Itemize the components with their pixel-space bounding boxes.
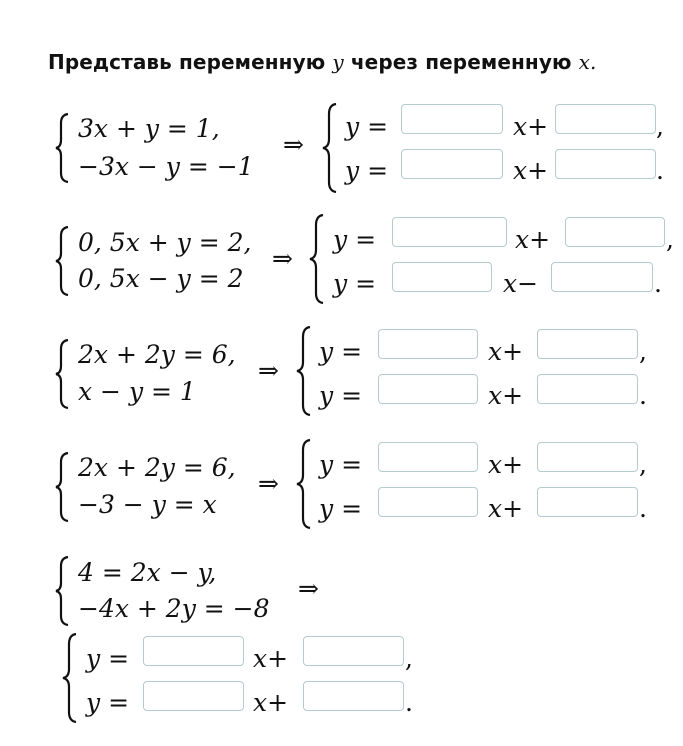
- system-3-row-2-constant-input[interactable]: [537, 374, 638, 404]
- system-4-row-1-constant-input[interactable]: [537, 442, 638, 472]
- left-brace-icon: [61, 632, 79, 724]
- system-3-row-1-comma: ,: [639, 337, 647, 366]
- implies-icon: ⇒: [272, 244, 293, 273]
- system-2-row-2-constant-input[interactable]: [551, 262, 653, 292]
- system-3-row-2-coefficient-input[interactable]: [378, 374, 478, 404]
- left-brace-icon: [54, 112, 70, 184]
- system-1-row-2-operator: x+: [513, 156, 549, 185]
- system-5-row-1-coefficient-input[interactable]: [143, 636, 244, 666]
- implies-icon: ⇒: [258, 356, 279, 385]
- system-2-equation-1: 0, 5x + y = 2,: [78, 228, 252, 257]
- system-5-row-2-period: .: [405, 688, 413, 717]
- title-var-x: x.: [578, 50, 597, 74]
- system-1-row-2-lhs: y =: [345, 156, 389, 185]
- system-2-row-2-coefficient-input[interactable]: [392, 262, 492, 292]
- left-brace-icon: [295, 438, 313, 530]
- left-brace-icon: [321, 102, 339, 194]
- system-1-row-1-lhs: y =: [345, 112, 389, 141]
- system-2-row-1-comma: ,: [666, 225, 674, 254]
- system-5-row-1-comma: ,: [405, 644, 413, 673]
- system-4-row-2-constant-input[interactable]: [537, 487, 638, 517]
- system-5-equation-1: 4 = 2x − y,: [78, 558, 217, 587]
- system-2-row-2-operator: x−: [503, 269, 539, 298]
- system-4-row-1-lhs: y =: [319, 450, 363, 479]
- system-3-row-2-lhs: y =: [319, 381, 363, 410]
- system-3-equation-1: 2x + 2y = 6,: [78, 340, 236, 369]
- system-2-row-1-operator: x+: [515, 225, 551, 254]
- left-brace-icon: [54, 451, 70, 523]
- system-3-row-2-period: .: [639, 381, 647, 410]
- system-1-row-2-constant-input[interactable]: [555, 149, 656, 179]
- left-brace-icon: [54, 225, 70, 297]
- system-2-row-1-constant-input[interactable]: [565, 217, 665, 247]
- system-4-row-2-period: .: [639, 494, 647, 523]
- system-1-equation-2: −3x − y = −1: [78, 152, 254, 181]
- implies-icon: ⇒: [283, 130, 304, 159]
- left-brace-icon: [295, 325, 313, 417]
- system-5-equation-2: −4x + 2y = −8: [78, 594, 270, 623]
- system-1-row-1-coefficient-input[interactable]: [401, 104, 503, 134]
- system-5-row-2-operator: x+: [253, 688, 289, 717]
- system-1-row-1-comma: ,: [656, 112, 664, 141]
- system-4-equation-2: −3 − y = x: [78, 490, 217, 519]
- system-4-row-1-coefficient-input[interactable]: [378, 442, 478, 472]
- implies-icon: ⇒: [258, 469, 279, 498]
- system-4-row-2-operator: x+: [488, 494, 524, 523]
- implies-icon: ⇒: [298, 574, 319, 603]
- system-2-row-2-lhs: y =: [333, 269, 377, 298]
- system-3-row-2-operator: x+: [488, 381, 524, 410]
- system-4-equation-1: 2x + 2y = 6,: [78, 453, 236, 482]
- title-middle: через переменную: [350, 50, 572, 74]
- system-2-row-1-coefficient-input[interactable]: [392, 217, 507, 247]
- left-brace-icon: [308, 213, 326, 305]
- system-2-row-2-period: .: [654, 269, 662, 298]
- system-1-row-2-period: .: [656, 156, 664, 185]
- system-1-row-1-operator: x+: [513, 112, 549, 141]
- system-3-row-1-lhs: y =: [319, 337, 363, 366]
- system-4-row-1-comma: ,: [639, 450, 647, 479]
- system-5-row-2-constant-input[interactable]: [303, 681, 404, 711]
- system-1-row-1-constant-input[interactable]: [555, 104, 656, 134]
- system-4-row-1-operator: x+: [488, 450, 524, 479]
- left-brace-icon: [54, 555, 70, 627]
- system-3-row-1-operator: x+: [488, 337, 524, 366]
- system-3-equation-2: x − y = 1: [78, 377, 196, 406]
- system-2-row-1-lhs: y =: [333, 225, 377, 254]
- system-2-equation-2: 0, 5x − y = 2: [78, 264, 244, 293]
- system-3-row-1-constant-input[interactable]: [537, 329, 638, 359]
- title-prefix: Представь переменную: [48, 50, 326, 74]
- system-5-row-2-coefficient-input[interactable]: [143, 681, 244, 711]
- title-var-y: y: [332, 50, 344, 74]
- system-1-equation-1: 3x + y = 1,: [78, 114, 220, 143]
- system-5-row-2-lhs: y =: [86, 688, 130, 717]
- task-title: [48, 50, 596, 74]
- system-4-row-2-lhs: y =: [319, 494, 363, 523]
- system-4-row-2-coefficient-input[interactable]: [378, 487, 478, 517]
- system-1-row-2-coefficient-input[interactable]: [401, 149, 503, 179]
- system-5-row-1-lhs: y =: [86, 644, 130, 673]
- left-brace-icon: [54, 338, 70, 410]
- system-3-row-1-coefficient-input[interactable]: [378, 329, 478, 359]
- system-5-row-1-operator: x+: [253, 644, 289, 673]
- system-5-row-1-constant-input[interactable]: [303, 636, 404, 666]
